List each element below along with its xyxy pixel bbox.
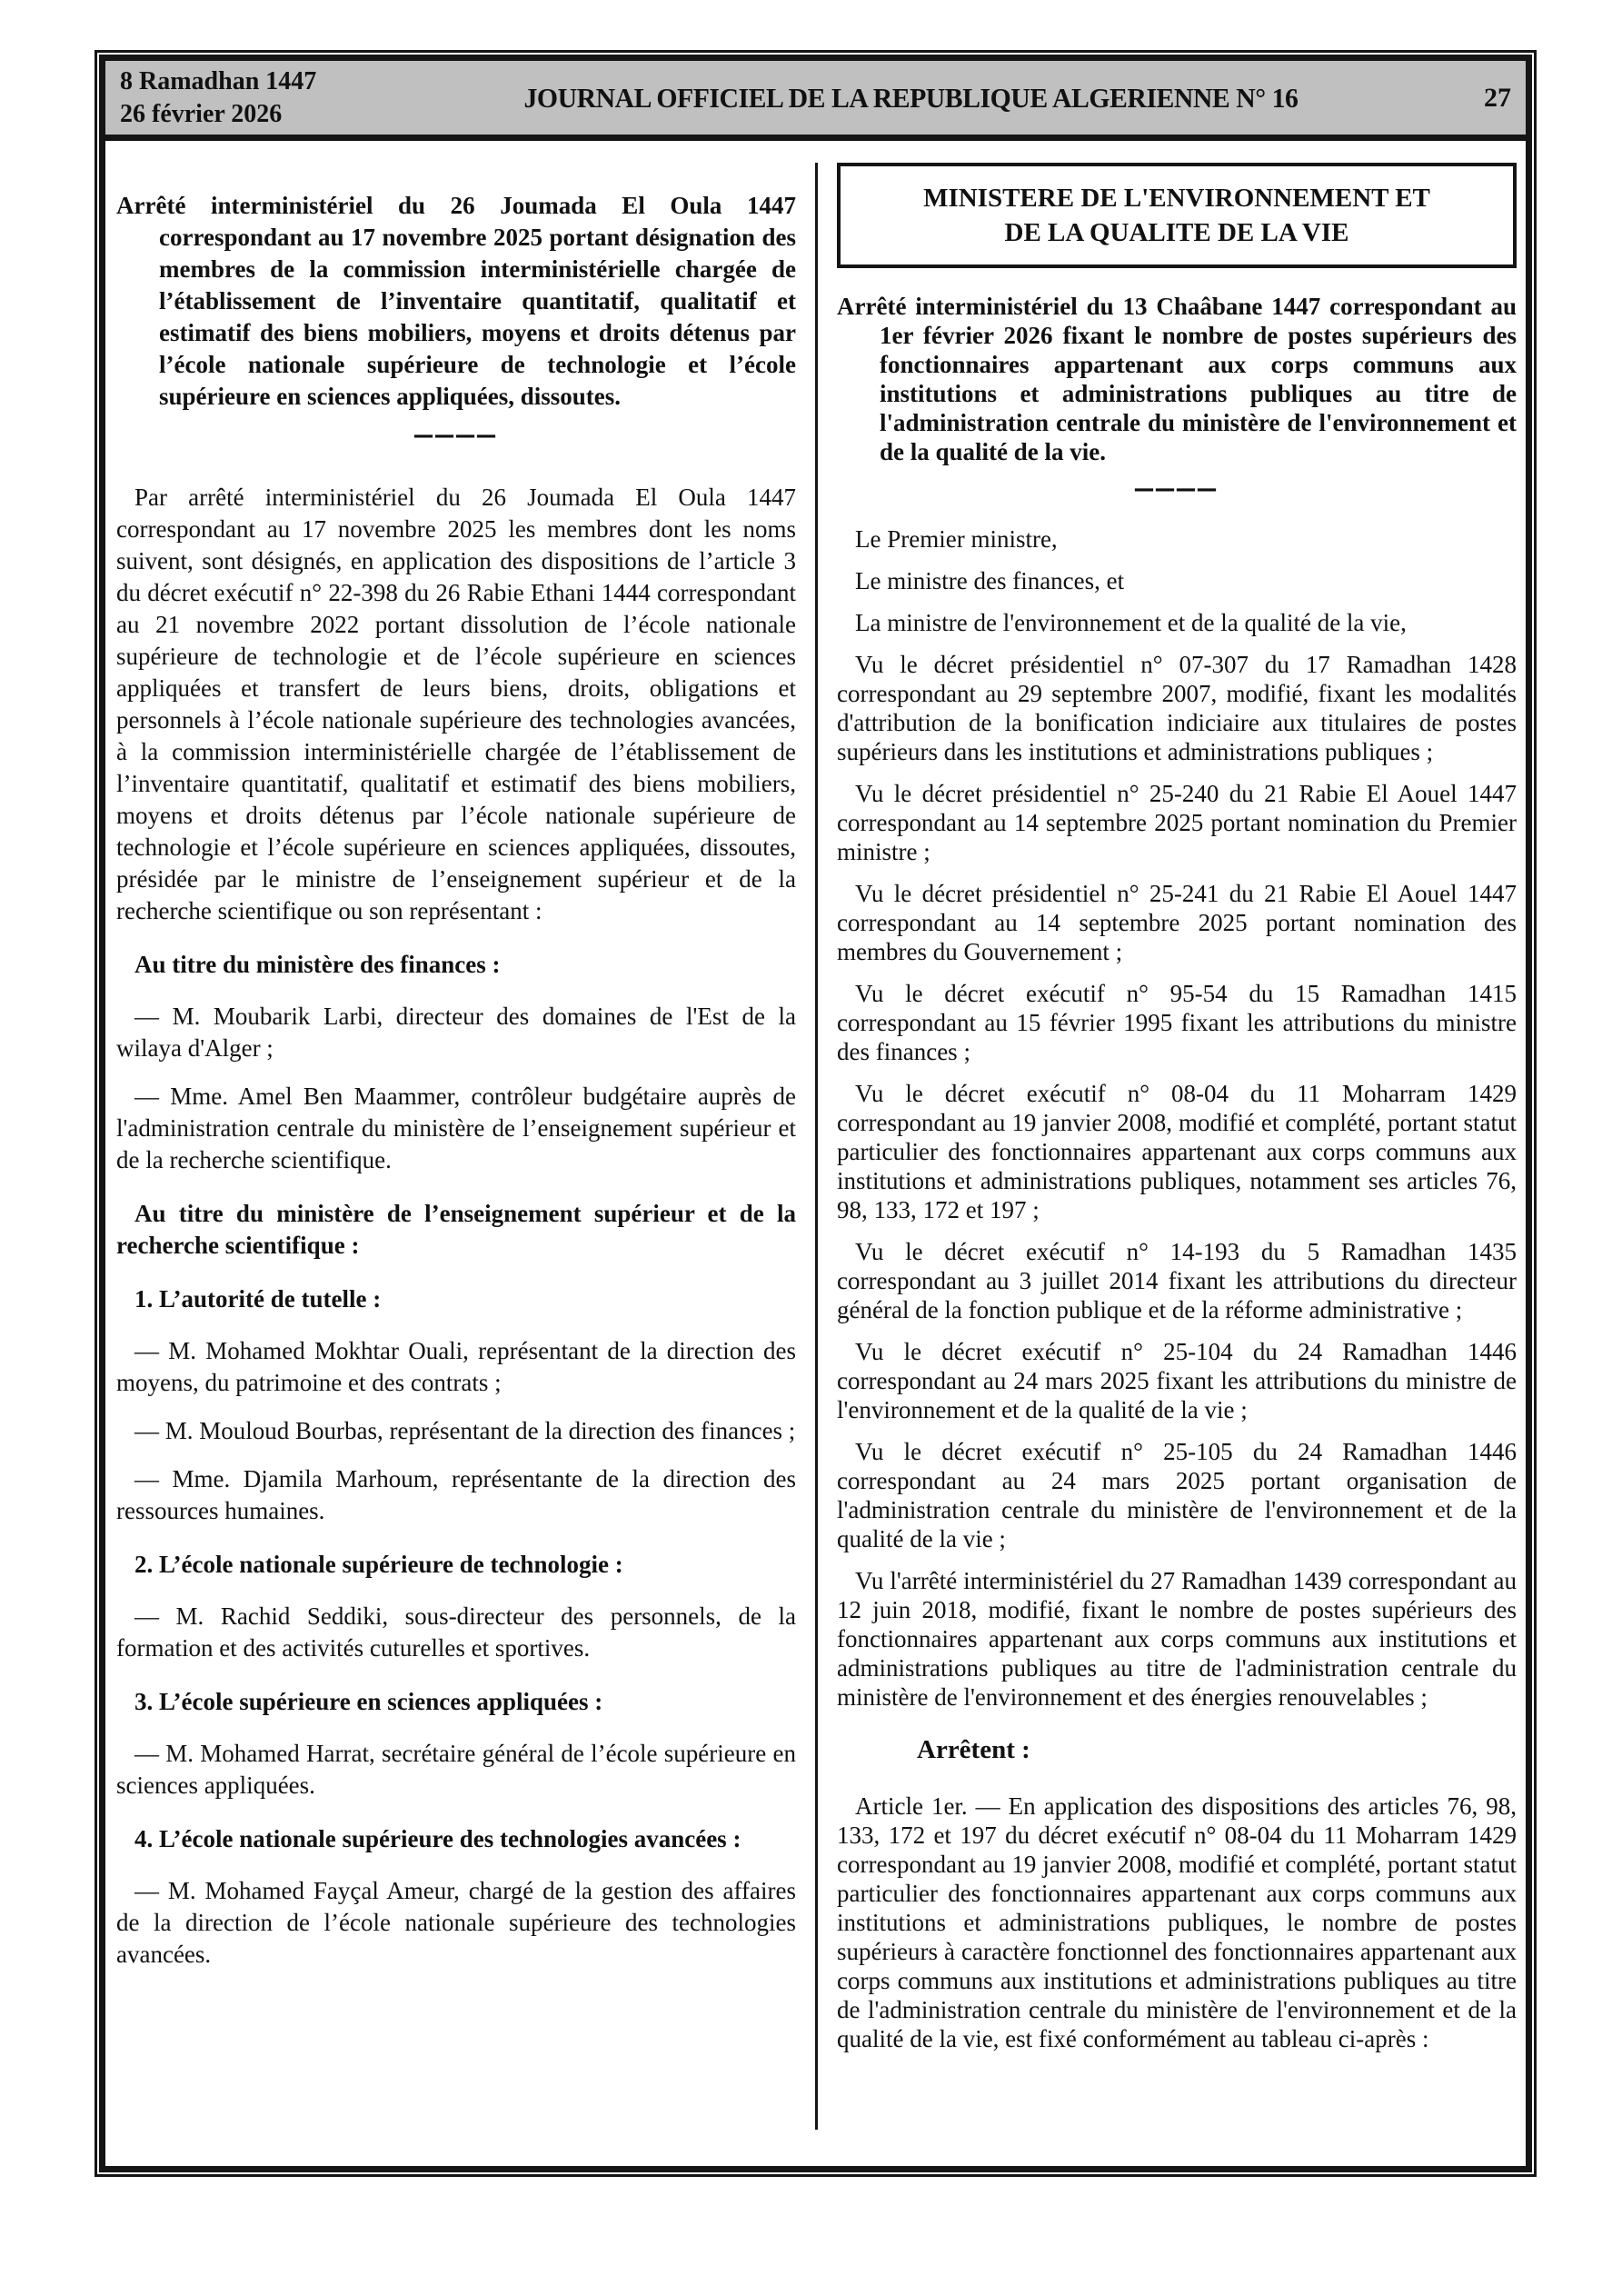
visa-paragraph: Vu le décret présidentiel n° 07-307 du 17 Ramadhan 1428 correspondant au 29 septembre 2007, modifié, fixant les modalités d'attribution de la bonification indiciaire aux titulaires de postes supérieurs dans les institutions et administrations publiques ; bbox=[837, 651, 1517, 765]
visa-paragraph: Vu le décret exécutif n° 95-54 du 15 Ramadhan 1415 correspondant au 15 février 1995 fixant les attributions du ministre des finances ; bbox=[837, 980, 1517, 1065]
section-heading: 1. L’autorité de tutelle : bbox=[134, 1285, 382, 1313]
list-item: — M. Mohamed Harrat, secrétaire général de l’école supérieure en sciences appliquées. bbox=[116, 1740, 796, 1799]
separator-dashes: ———— bbox=[414, 412, 498, 456]
visa-paragraph: Vu le décret exécutif n° 08-04 du 11 Moharram 1429 correspondant au 19 janvier 2008, modifié et complété, portant statut particulier des fonctionnaires appartenant aux corps communs aux institutions et administrations publiques, notamment ses articles 76, 98, 133, 172 et 197 ; bbox=[837, 1080, 1517, 1223]
article-paragraph: Article 1er. — En application des dispositions des articles 76, 98, 133, 172 et 197 du décret exécutif n° 08-04 du 11 Moharram 1429 correspondant au 19 janvier 2008, modifié et complété, portant statut particulier des fonctionnaires appartenant aux corps communs aux institutions et administrations publiques, le nombre de postes supérieurs à caractère fonctionnel des fonctionnaires appartenant aux corps communs aux institutions et administrations publiques au titre de l'administration centrale du ministère de l'environnement et de la qualité de la vie, est fixé conformément au tableau ci-après : bbox=[837, 1792, 1517, 2052]
visa-paragraph: Vu le décret exécutif n° 25-105 du 24 Ramadhan 1446 correspondant au 24 mars 2025 portant organisation de l'administration centrale du ministère de l'environnement et de la qualité de la vie ; bbox=[837, 1438, 1517, 1552]
arretent-heading: Arrêtent : bbox=[917, 1735, 1030, 1764]
right-column bbox=[837, 163, 1517, 2166]
visa-paragraph: Vu le décret exécutif n° 14-193 du 5 Ramadhan 1435 correspondant au 3 juillet 2014 fixant les attributions du directeur général de la fonction publique et de la réforme administrative ; bbox=[837, 1238, 1517, 1323]
ministry-box bbox=[837, 163, 1517, 268]
section-heading: Au titre du ministère de l’enseignement supérieur et de la recherche scientifique : bbox=[116, 1200, 796, 1259]
list-item: — M. Mohamed Fayçal Ameur, chargé de la gestion des affaires de la direction de l’école nationale supérieure des technologies avancées. bbox=[116, 1877, 796, 1968]
visa-paragraph: Vu le décret exécutif n° 25-104 du 24 Ramadhan 1446 correspondant au 24 mars 2025 fixant les attributions du ministre de l'environnement et de la qualité de la vie ; bbox=[837, 1338, 1517, 1423]
list-item: — M. Mohamed Mokhtar Ouali, représentant de la direction des moyens, du patrimoine et des contrats ; bbox=[116, 1337, 796, 1396]
visa-paragraph: Vu le décret présidentiel n° 25-241 du 21 Rabie El Aouel 1447 correspondant au 14 septembre 2025 portant nomination des membres du Gouvernement ; bbox=[837, 880, 1517, 965]
section-heading: 2. L’école nationale supérieure de technologie : bbox=[134, 1551, 623, 1578]
list-item: — Mme. Djamila Marhoum, représentante de la direction des ressources humaines. bbox=[116, 1465, 796, 1524]
date-hijri: 8 Ramadhan 1447 bbox=[120, 66, 317, 95]
paragraph: Le Premier ministre, bbox=[855, 525, 1058, 553]
section-heading: 3. L’école supérieure en sciences appliquées : bbox=[134, 1688, 603, 1715]
section-heading: 4. L’école nationale supérieure des technologies avancées : bbox=[134, 1825, 741, 1852]
date-gregorian: 26 février 2026 bbox=[120, 99, 283, 128]
page-frame bbox=[95, 50, 1537, 2177]
list-item: — M. Moubarik Larbi, directeur des domaines de l'Est de la wilaya d'Alger ; bbox=[116, 1003, 796, 1062]
content-columns bbox=[105, 141, 1526, 2166]
journal-title: JOURNAL OFFICIEL DE LA REPUBLIQUE ALGERIENNE N° 16 bbox=[523, 81, 1299, 114]
ministry-name-line2: DE LA QUALITE DE LA VIE bbox=[1004, 218, 1349, 247]
separator-dashes: ———— bbox=[1135, 465, 1219, 510]
issue-dates bbox=[120, 65, 393, 131]
paragraph: La ministre de l'environnement et de la qualité de la vie, bbox=[855, 609, 1407, 636]
visa-paragraph: Vu le décret présidentiel n° 25-240 du 21 Rabie El Aouel 1447 correspondant au 14 septembre 2025 portant nomination du Premier ministre ; bbox=[837, 780, 1517, 865]
page-frame-inner bbox=[99, 55, 1532, 2172]
list-item: — Mme. Amel Ben Maammer, contrôleur budgétaire auprès de l'administration centrale du ministère de l’enseignement supérieur et de la recherche scientifique. bbox=[116, 1083, 796, 1173]
list-item: — M. Rachid Seddiki, sous-directeur des personnels, de la formation et des activités cuturelles et sportives. bbox=[116, 1602, 796, 1662]
ministry-name-line1: MINISTERE DE L'ENVIRONNEMENT ET bbox=[923, 184, 1430, 213]
visa-paragraph: Vu l'arrêté interministériel du 27 Ramadhan 1439 correspondant au 12 juin 2018, modifié, fixant le nombre de postes supérieurs des fonctionnaires appartenant aux corps communs aux institutions et administrations publiques au titre de l'administration centrale du ministère de l'environnement et des énergies renouvelables ; bbox=[837, 1567, 1517, 1711]
arrete-title: Arrêté interministériel du 13 Chaâbane 1447 correspondant au 1er février 2026 fixant le nombre de postes supérieurs des fonctionnaires appartenant aux corps communs aux institutions et administrations publiques au titre de l'administration centrale du ministère de l'environnement et de la qualité de la vie. bbox=[837, 293, 1517, 465]
paragraph: Le ministre des finances, et bbox=[855, 567, 1125, 594]
left-column bbox=[116, 163, 796, 2166]
column-divider bbox=[815, 163, 818, 2130]
list-item: — M. Mouloud Bourbas, représentant de la direction des finances ; bbox=[134, 1417, 796, 1444]
paragraph: Par arrêté interministériel du 26 Joumada El Oula 1447 correspondant au 17 novembre 2025 les membres dont les noms suivent, sont désignés, en application des dispositions de l’article 3 du décret exécutif n° 22-398 du 26 Rabie Ethani 1444 correspondant au 21 novembre 2022 portant dissolution de l’école nationale supérieure de technologie et de l’école supérieure en sciences appliquées et transfert de leurs biens, droits, obligations et personnels à l’école nationale supérieure des technologies avancées, à la commission interministérielle chargée de l’établissement de l’inventaire quantitatif, qualitatif et estimatif des biens mobiliers, moyens et droits détenus par l’école nationale supérieure de technologie et l’école supérieure en sciences appliquées, dissoutes, présidée par le ministre de l’enseignement supérieur et de la recherche scientifique ou son représentant : bbox=[116, 484, 796, 924]
page-number: 27 bbox=[1484, 82, 1511, 113]
arrete-title: Arrêté interministériel du 26 Joumada El Oula 1447 correspondant au 17 novembre 2025 portant désignation des membres de la commission interministérielle chargée de l’établissement de l’inventaire quantitatif, qualitatif et estimatif des biens mobiliers, moyens et droits détenus par l’école nationale supérieure de technologie et l’école supérieure en sciences appliquées, dissoutes. bbox=[116, 192, 796, 410]
section-heading: Au titre du ministère des finances : bbox=[134, 951, 501, 978]
masthead bbox=[105, 61, 1526, 141]
